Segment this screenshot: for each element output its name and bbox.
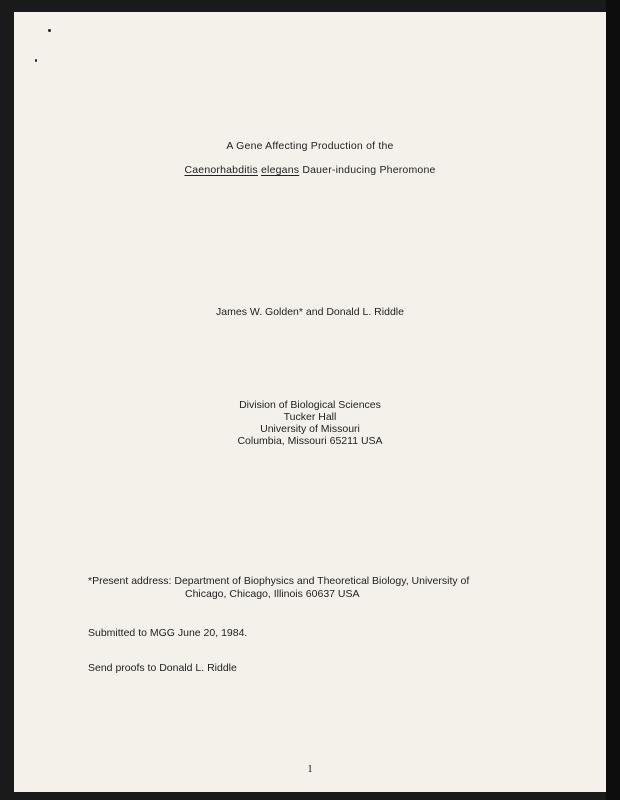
title-line-1: A Gene Affecting Production of the: [226, 140, 394, 152]
title-species: elegans: [261, 164, 300, 176]
present-address-line-2: Chicago, Chicago, Illinois 60637 USA: [185, 587, 360, 600]
scan-speck: [48, 29, 51, 32]
page-number: 1: [307, 763, 313, 775]
affiliation-line: Columbia, Missouri 65211 USA: [237, 435, 383, 447]
authors: James W. Golden* and Donald L. Riddle: [216, 306, 404, 318]
present-address-line-1: *Present address: Department of Biophysics and Theoretical Biology, University of: [88, 575, 470, 587]
affiliation-line: Tucker Hall: [283, 411, 337, 423]
affiliation: [14, 399, 606, 447]
send-proofs-note: Send proofs to Donald L. Riddle: [88, 662, 237, 674]
scan-border: [606, 0, 620, 800]
scan-speck: [35, 59, 37, 62]
document-page: [14, 12, 606, 792]
affiliation-line: University of Missouri: [260, 423, 360, 435]
title-rest: Dauer-inducing Pheromone: [299, 164, 436, 176]
present-address: [88, 575, 558, 600]
submitted-note: Submitted to MGG June 20, 1984.: [88, 627, 248, 639]
title-line-2: [14, 164, 606, 176]
title-genus: Caenorhabditis: [184, 164, 258, 176]
affiliation-line: Division of Biological Sciences: [239, 399, 381, 411]
